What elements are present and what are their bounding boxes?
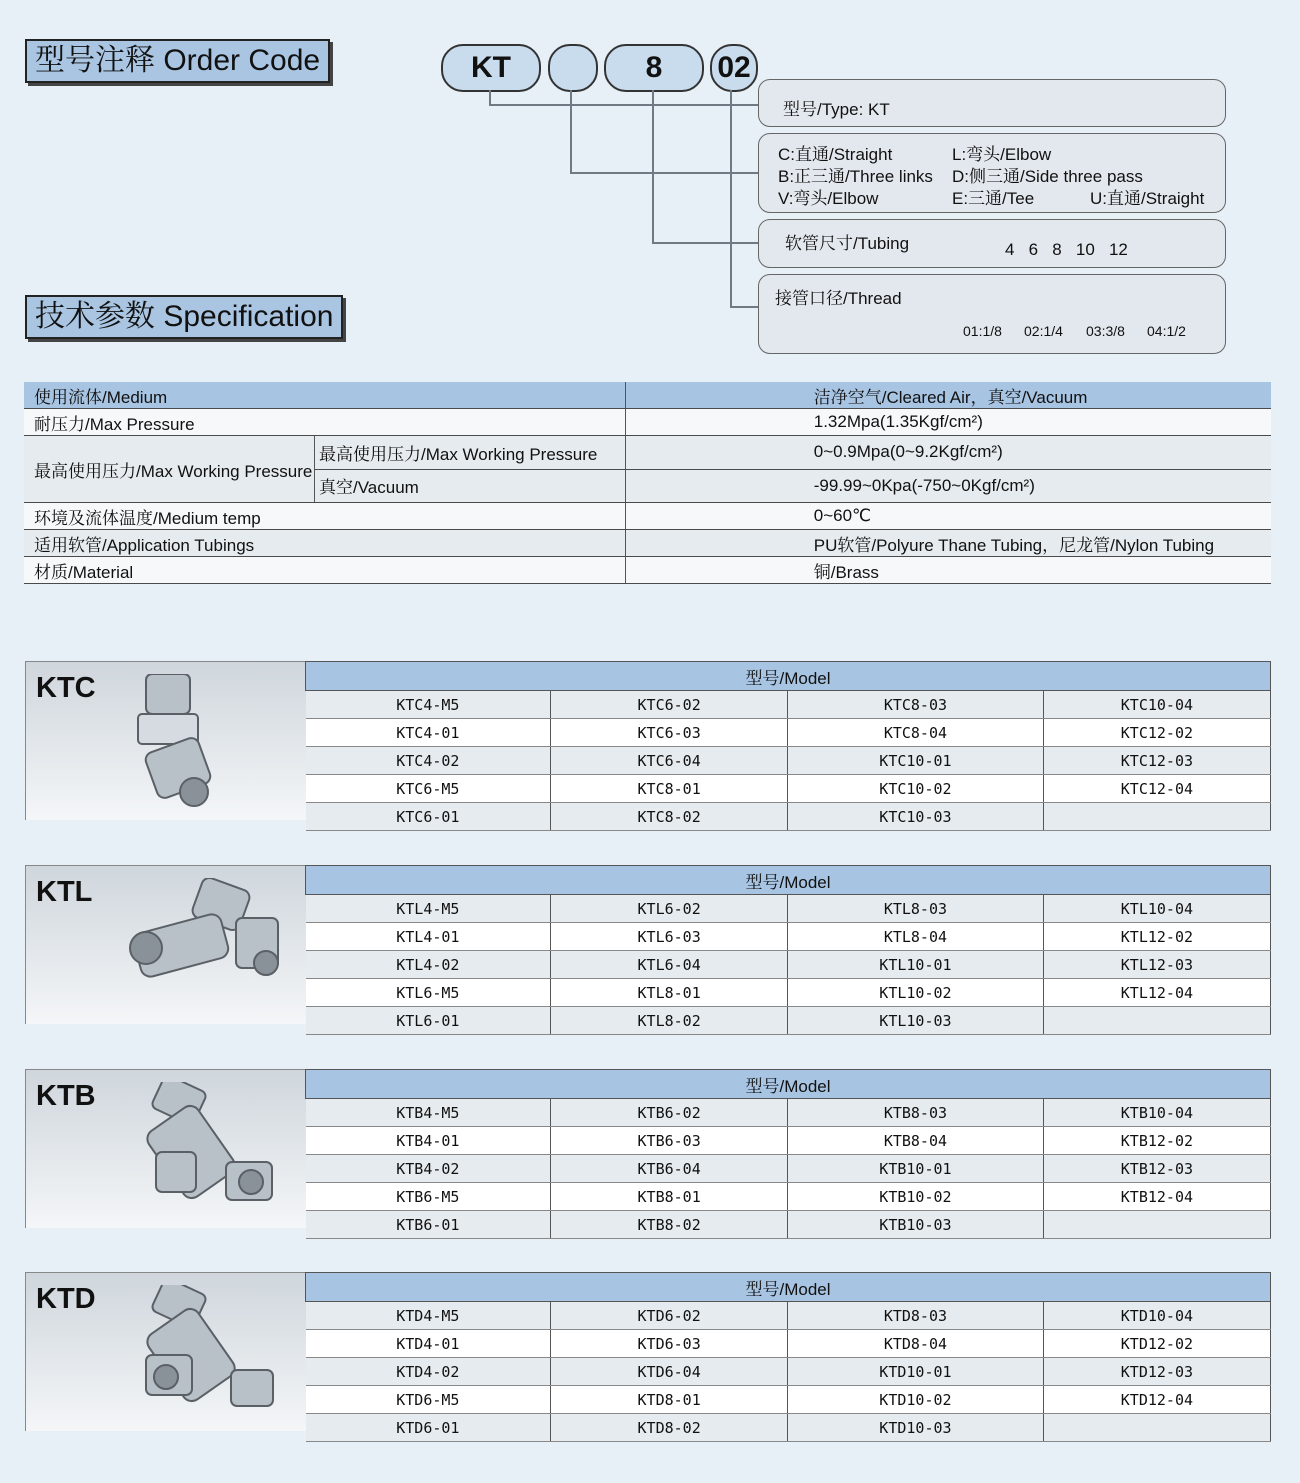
table-row (306, 895, 1271, 923)
model-cell: KTC6-02 (551, 691, 788, 719)
model-cell: KTB10-01 (788, 1155, 1044, 1183)
model-cell: KTD8-01 (551, 1386, 788, 1414)
model-cell: KTD6-M5 (306, 1386, 551, 1414)
connector-line (489, 104, 759, 106)
product-block-ktd (25, 1272, 1271, 1437)
product-image-panel (25, 865, 306, 1024)
spec-label: 环境及流体温度/Medium temp (24, 503, 625, 530)
table-row (306, 691, 1271, 719)
spec-row-max-pressure (24, 409, 1271, 436)
model-cell: KTL8-03 (788, 895, 1044, 923)
model-cell: KTC8-03 (788, 691, 1044, 719)
model-table (305, 865, 1271, 1035)
model-cell: KTB12-04 (1043, 1183, 1270, 1211)
table-row (306, 803, 1271, 831)
type-line: 型号/Type: KT (783, 100, 890, 119)
model-cell: KTB10-04 (1043, 1099, 1270, 1127)
model-cell: KTD8-03 (788, 1302, 1044, 1330)
spec-value: 1.32Mpa(1.35Kgf/cm²) (625, 409, 1271, 436)
table-row (306, 1099, 1271, 1127)
table-row (306, 1007, 1271, 1035)
form-option: V:弯头/Elbow (778, 189, 879, 208)
product-code: KTB (36, 1080, 96, 1112)
table-row (306, 923, 1271, 951)
code-pill-form (548, 44, 598, 92)
product-code: KTL (36, 876, 93, 908)
table-row (306, 979, 1271, 1007)
order-code-title: 型号注释 Order Code (25, 39, 330, 83)
form-option: L:弯头/Elbow (952, 145, 1052, 164)
model-header: 型号/Model (306, 1070, 1271, 1099)
model-cell: KTC10-01 (788, 747, 1044, 775)
model-cell: KTB8-02 (551, 1211, 788, 1239)
model-cell: KTD12-03 (1043, 1358, 1270, 1386)
code-pill-tubing: 8 (604, 44, 704, 92)
model-cell: KTD4-01 (306, 1330, 551, 1358)
thread-value: 03:3/8 (1086, 323, 1125, 339)
model-cell: KTL10-03 (788, 1007, 1044, 1035)
table-row (306, 1330, 1271, 1358)
model-cell: KTD6-04 (551, 1358, 788, 1386)
model-cell: KTL10-01 (788, 951, 1044, 979)
spec-value: 铜/Brass (625, 557, 1271, 584)
model-cell: KTD4-M5 (306, 1302, 551, 1330)
table-row (306, 1302, 1271, 1330)
form-option: B:正三通/Three links (778, 167, 933, 186)
model-cell: KTL4-01 (306, 923, 551, 951)
model-cell: KTL12-04 (1043, 979, 1270, 1007)
table-row (306, 1183, 1271, 1211)
model-cell: KTD10-01 (788, 1358, 1044, 1386)
table-row (306, 1358, 1271, 1386)
model-cell: KTD12-02 (1043, 1330, 1270, 1358)
model-cell: KTB12-03 (1043, 1155, 1270, 1183)
product-image-panel (25, 1272, 306, 1431)
model-cell: KTB8-03 (788, 1099, 1044, 1127)
spec-value: 0~0.9Mpa(0~9.2Kgf/cm²) (625, 436, 1271, 470)
model-cell: KTC12-03 (1043, 747, 1270, 775)
spec-value: 0~60℃ (625, 503, 1271, 530)
model-cell: KTL10-04 (1043, 895, 1270, 923)
model-cell: KTC10-04 (1043, 691, 1270, 719)
thread-label: 接管口径/Thread (775, 289, 902, 308)
spec-label: 材质/Material (24, 557, 625, 584)
model-cell: KTD10-02 (788, 1386, 1044, 1414)
product-block-ktc (25, 661, 1271, 826)
model-cell: KTD8-04 (788, 1330, 1044, 1358)
specification-title: 技术参数 Specification (25, 295, 343, 339)
model-cell: KTB6-03 (551, 1127, 788, 1155)
spec-row-material (24, 557, 1271, 584)
model-cell: KTL6-01 (306, 1007, 551, 1035)
model-cell: KTC8-01 (551, 775, 788, 803)
table-row (306, 1211, 1271, 1239)
model-table (305, 1272, 1271, 1442)
model-header: 型号/Model (306, 662, 1271, 691)
spec-label: 最高使用压力/Max Working Pressure (24, 436, 315, 503)
spec-value: 洁净空气/Cleared Air，真空/Vacuum (625, 382, 1271, 409)
type-box (758, 79, 1226, 127)
model-cell: KTB10-03 (788, 1211, 1044, 1239)
tubing-label: 软管尺寸/Tubing (785, 234, 910, 253)
model-cell: KTB8-01 (551, 1183, 788, 1211)
model-cell: KTC4-01 (306, 719, 551, 747)
table-row (306, 1127, 1271, 1155)
table-row (306, 747, 1271, 775)
product-block-ktb (25, 1069, 1271, 1234)
connector-line (730, 90, 732, 308)
straight-fitting-icon (116, 674, 296, 814)
product-image-panel (25, 661, 306, 820)
tubing-box (758, 219, 1226, 268)
model-header: 型号/Model (306, 866, 1271, 895)
model-cell: KTC10-03 (788, 803, 1044, 831)
model-cell (1043, 1414, 1270, 1442)
model-cell: KTD10-04 (1043, 1302, 1270, 1330)
spec-row-working (24, 436, 1271, 470)
model-cell: KTL12-02 (1043, 923, 1270, 951)
elbow-fitting-icon (116, 878, 296, 1018)
connector-line (730, 306, 759, 308)
product-image-panel (25, 1069, 306, 1228)
model-cell: KTB4-01 (306, 1127, 551, 1155)
model-cell: KTL6-02 (551, 895, 788, 923)
model-cell: KTB4-02 (306, 1155, 551, 1183)
model-cell: KTL6-03 (551, 923, 788, 951)
thread-value: 04:1/2 (1147, 323, 1186, 339)
form-option: C:直通/Straight (778, 145, 893, 164)
model-cell: KTC8-04 (788, 719, 1044, 747)
product-code: KTD (36, 1283, 96, 1315)
spec-value: PU软管/Polyure Thane Tubing，尼龙管/Nylon Tubing (625, 530, 1271, 557)
model-cell: KTC6-04 (551, 747, 788, 775)
spec-table (24, 382, 1271, 584)
connector-line (652, 242, 759, 244)
product-block-ktl (25, 865, 1271, 1030)
table-row (306, 1414, 1271, 1442)
model-cell: KTB4-M5 (306, 1099, 551, 1127)
model-cell: KTD8-02 (551, 1414, 788, 1442)
model-cell: KTL6-M5 (306, 979, 551, 1007)
model-cell (1043, 803, 1270, 831)
spec-row-tubings (24, 530, 1271, 557)
spec-label: 适用软管/Application Tubings (24, 530, 625, 557)
form-option: E:三通/Tee (952, 189, 1035, 208)
code-pill-thread: 02 (710, 44, 758, 92)
model-cell: KTL6-04 (551, 951, 788, 979)
model-cell: KTL12-03 (1043, 951, 1270, 979)
model-cell: KTL8-04 (788, 923, 1044, 951)
thread-value: 01:1/8 (963, 323, 1002, 339)
model-cell: KTL8-02 (551, 1007, 788, 1035)
model-cell: KTC4-M5 (306, 691, 551, 719)
model-cell: KTC6-M5 (306, 775, 551, 803)
model-cell: KTD4-02 (306, 1358, 551, 1386)
model-cell: KTC6-01 (306, 803, 551, 831)
model-cell: KTD6-03 (551, 1330, 788, 1358)
model-cell: KTB12-02 (1043, 1127, 1270, 1155)
model-header: 型号/Model (306, 1273, 1271, 1302)
thread-value: 02:1/4 (1024, 323, 1063, 339)
model-cell: KTC8-02 (551, 803, 788, 831)
spec-value: -99.99~0Kpa(-750~0Kgf/cm²) (625, 469, 1271, 503)
form-option: D:侧三通/Side three pass (952, 167, 1143, 186)
model-cell: KTC10-02 (788, 775, 1044, 803)
model-table (305, 661, 1271, 831)
model-cell: KTD6-02 (551, 1302, 788, 1330)
spec-sub-label: 最高使用压力/Max Working Pressure (315, 436, 626, 470)
model-cell: KTB8-04 (788, 1127, 1044, 1155)
model-cell: KTD12-04 (1043, 1386, 1270, 1414)
model-cell: KTC4-02 (306, 747, 551, 775)
thread-box (758, 274, 1226, 354)
model-cell (1043, 1007, 1270, 1035)
model-cell: KTB10-02 (788, 1183, 1044, 1211)
form-option: U:直通/Straight (1090, 189, 1205, 208)
connector-line (652, 90, 654, 244)
model-cell: KTL8-01 (551, 979, 788, 1007)
model-cell: KTL10-02 (788, 979, 1044, 1007)
table-row (306, 1155, 1271, 1183)
spec-label: 使用流体/Medium (24, 382, 625, 409)
table-row (306, 719, 1271, 747)
table-row (306, 775, 1271, 803)
model-cell: KTB6-01 (306, 1211, 551, 1239)
model-cell: KTL4-M5 (306, 895, 551, 923)
code-pill-kt: KT (441, 44, 541, 92)
spec-label: 耐压力/Max Pressure (24, 409, 625, 436)
model-cell: KTC12-04 (1043, 775, 1270, 803)
tee-fitting-icon (116, 1082, 296, 1222)
table-row (306, 951, 1271, 979)
model-cell: KTL4-02 (306, 951, 551, 979)
model-cell: KTB6-04 (551, 1155, 788, 1183)
tubing-values: 4 6 8 10 12 (1005, 240, 1128, 259)
model-cell: KTC6-03 (551, 719, 788, 747)
side-tee-fitting-icon (116, 1285, 296, 1425)
product-code: KTC (36, 672, 96, 704)
spec-sub-label: 真空/Vacuum (315, 469, 626, 503)
table-row (306, 1386, 1271, 1414)
connector-line (570, 90, 572, 174)
model-cell (1043, 1211, 1270, 1239)
model-cell: KTB6-02 (551, 1099, 788, 1127)
spec-row-temp (24, 503, 1271, 530)
model-table (305, 1069, 1271, 1239)
model-cell: KTB6-M5 (306, 1183, 551, 1211)
model-cell: KTC12-02 (1043, 719, 1270, 747)
model-cell: KTD10-03 (788, 1414, 1044, 1442)
form-options-box (758, 133, 1226, 213)
model-cell: KTD6-01 (306, 1414, 551, 1442)
spec-row-medium (24, 382, 1271, 409)
